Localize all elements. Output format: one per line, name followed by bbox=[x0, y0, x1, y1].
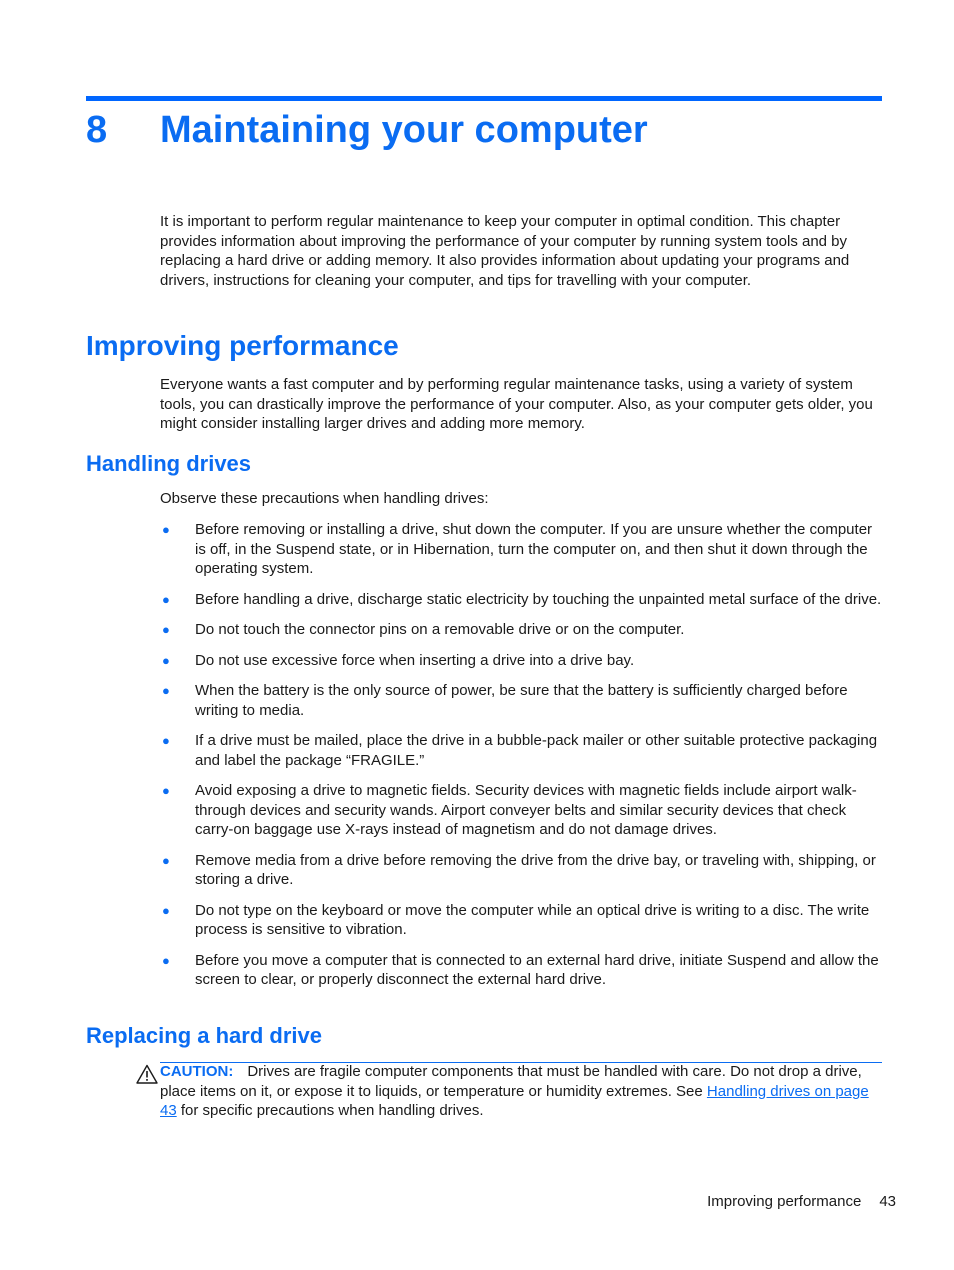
list-item bbox=[160, 951, 882, 990]
list-item bbox=[160, 731, 882, 770]
list-item bbox=[160, 851, 882, 890]
caution-text-before: Drives are fragile computer components that must be handled with care. Do not drop a drive, place items on it, or expose it to liquids, or temperature or humidity extremes. See bbox=[160, 1063, 862, 1100]
warning-triangle-icon bbox=[136, 1064, 158, 1084]
list-item bbox=[160, 781, 882, 840]
list-item bbox=[160, 590, 882, 610]
bullet-icon: ● bbox=[162, 652, 170, 668]
caution-label: CAUTION: bbox=[160, 1063, 234, 1080]
chapter-number: 8 bbox=[86, 109, 108, 151]
page-footer bbox=[707, 1192, 896, 1211]
caution-note bbox=[160, 1062, 876, 1121]
section-heading-improving-performance: Improving performance bbox=[86, 330, 399, 361]
bullet-icon: ● bbox=[162, 783, 170, 798]
handling-drives-list bbox=[160, 520, 882, 1001]
handling-drives-link[interactable]: Handling drives on page 43 bbox=[160, 1082, 869, 1119]
list-item-text: Remove media from a drive before removing the drive from the drive bay, or traveling with, shipping, or storing a drive. bbox=[195, 851, 876, 888]
list-item-text: If a drive must be mailed, place the drive in a bubble-pack mailer or other suitable protective packaging and label the package “FRAGILE.” bbox=[195, 732, 878, 769]
list-item bbox=[160, 681, 882, 720]
handling-drives-lead: Observe these precautions when handling drives: bbox=[160, 490, 489, 507]
list-item bbox=[160, 651, 882, 671]
bullet-icon: ● bbox=[162, 952, 170, 968]
list-item-text: Before removing or installing a drive, shut down the computer. If you are unsure whether the computer is off, in the Suspend state, or in Hibernation, turn the computer on, and then shut it down through the operating system. bbox=[195, 521, 873, 577]
list-item-text: Before you move a computer that is connected to an external hard drive, initiate Suspend and allow the screen to clear, or properly disconnect the external hard drive. bbox=[195, 951, 879, 988]
caution-text-after: for specific precautions when handling drives. bbox=[176, 1102, 484, 1119]
footer-section-name: Improving performance bbox=[707, 1193, 862, 1210]
list-item bbox=[160, 620, 882, 640]
list-item-text: Before handling a drive, discharge static electricity by touching the unpainted metal surface of the drive. bbox=[195, 590, 882, 608]
bullet-icon: ● bbox=[162, 902, 170, 918]
bullet-icon: ● bbox=[162, 622, 170, 637]
list-item-text: When the battery is the only source of power, be sure that the battery is sufficiently charged before writing to media. bbox=[195, 682, 848, 719]
list-item-text: Do not use excessive force when inserting a drive into a drive bay. bbox=[195, 651, 635, 669]
list-item-text: Do not touch the connector pins on a removable drive or on the computer. bbox=[195, 621, 685, 638]
bullet-icon: ● bbox=[162, 591, 170, 607]
chapter-title-text: Maintaining your computer bbox=[160, 109, 648, 151]
bullet-icon: ● bbox=[162, 733, 170, 748]
section-heading-handling-drives: Handling drives bbox=[86, 451, 252, 476]
bullet-icon: ● bbox=[162, 852, 170, 868]
list-item bbox=[160, 901, 882, 940]
intro-paragraph: It is important to perform regular maintenance to keep your computer in optimal condition. This chapter provides information about improving the performance of your computer by running system tools and by replacing a hard drive or adding memory. It also provides information about updating your programs and drivers, instructions for cleaning your computer, and tips for travelling with your computer. bbox=[160, 213, 850, 289]
improving-performance-paragraph: Everyone wants a fast computer and by performing regular maintenance tasks, using a variety of system tools, you can drastically improve the performance of your computer. Also, as your computer gets older, you might consider installing larger drives and adding more memory. bbox=[160, 376, 873, 432]
bullet-icon: ● bbox=[162, 522, 170, 537]
list-item-text: Avoid exposing a drive to magnetic fields. Security devices with magnetic fields include airport walk-through devices and security wands. Airport conveyer belts and similar security devices that check carry-on baggage use X-rays instead of magnetism and do not damage drives. bbox=[195, 782, 857, 838]
footer-page-number: 43 bbox=[879, 1193, 896, 1210]
section-heading-replacing-hard-drive: Replacing a hard drive bbox=[86, 1023, 322, 1048]
chapter-rule bbox=[86, 96, 882, 101]
chapter-title bbox=[86, 106, 648, 154]
list-item-text: Do not type on the keyboard or move the computer while an optical drive is writing to a disc. The write process is sensitive to vibration. bbox=[195, 901, 870, 938]
bullet-icon: ● bbox=[162, 683, 170, 698]
list-item bbox=[160, 520, 882, 579]
